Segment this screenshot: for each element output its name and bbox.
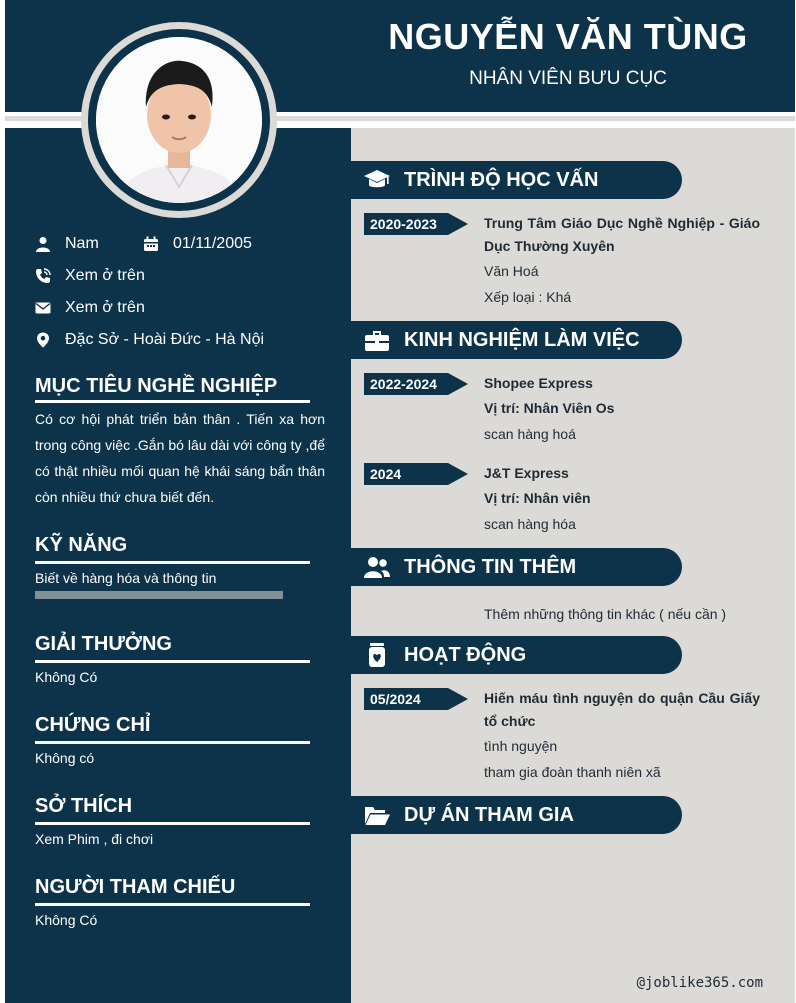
projects-title: DỰ ÁN THAM GIA <box>404 804 574 826</box>
heart-jar-icon <box>363 642 391 668</box>
education-header <box>351 161 682 199</box>
map-pin-icon <box>35 332 51 348</box>
experience-title: KINH NGHIỆM LÀM VIỆC <box>404 329 640 351</box>
references-title: NGƯỜI THAM CHIẾU <box>35 876 236 898</box>
graduation-cap-icon <box>363 167 391 193</box>
education-major: Văn Hoá <box>484 263 539 279</box>
gender-row <box>35 234 99 254</box>
activities-title: HOẠT ĐỘNG <box>404 644 527 666</box>
extra-info-entry <box>484 601 774 627</box>
references-text: Không Có <box>35 912 98 928</box>
awards-divider <box>35 660 310 663</box>
skills-title: KỸ NĂNG <box>35 534 128 556</box>
education-date-tag <box>364 213 468 235</box>
activity-entry <box>484 687 760 785</box>
education-grade: Xếp loại : Khá <box>484 289 572 305</box>
experience-entry-2 <box>484 462 760 537</box>
skill-level-bar <box>35 591 283 599</box>
experience-date-tag-2 <box>364 463 468 485</box>
job-title: NHÂN VIÊN BƯU CỤC <box>469 68 667 89</box>
avatar-frame <box>81 22 277 218</box>
references-divider <box>35 903 310 906</box>
experience-date-1: 2022-2024 <box>370 376 437 392</box>
birthday-value: 01/11/2005 <box>173 235 252 252</box>
watermark: @joblike365.com <box>636 975 763 991</box>
email-row <box>35 298 145 318</box>
activity-name: Hiến máu tình nguyện do quận Cầu Giấy tổ chức <box>484 690 760 729</box>
certs-text: Không có <box>35 750 95 766</box>
awards-text: Không Có <box>35 669 98 685</box>
activity-line-2: tham gia đoàn thanh niên xã <box>484 764 661 780</box>
experience-date-tag-1 <box>364 373 468 395</box>
objective-text: Có cơ hội phát triển bản thân . Tiến xa hơn trong công việc .Gắn bó lâu dài với công ty ,để có thật nhiều mối quan hệ khái sáng bẩn thân còn nhiều thứ chưa biết đến. <box>35 411 325 505</box>
extra-info-header <box>351 548 682 586</box>
experience-company-2: J&T Express <box>484 465 569 481</box>
candidate-name: NGUYỄN VĂN TÙNG <box>388 16 748 57</box>
certs-title: CHỨNG CHỈ <box>35 714 151 736</box>
extra-info-title: THÔNG TIN THÊM <box>404 556 577 578</box>
education-title: TRÌNH ĐỘ HỌC VẤN <box>404 169 599 191</box>
hobbies-title: SỞ THÍCH <box>35 795 133 817</box>
experience-header <box>351 321 682 359</box>
projects-header <box>351 796 682 834</box>
gender-value: Nam <box>65 235 99 252</box>
education-date: 2020-2023 <box>370 216 437 232</box>
phone-row <box>35 266 145 286</box>
email-value: Xem ở trên <box>65 299 145 316</box>
activities-header <box>351 636 682 674</box>
experience-position-1: Vị trí: Nhân Viên Os <box>484 400 615 416</box>
phone-value: Xem ở trên <box>65 267 145 284</box>
objective-title: MỤC TIÊU NGHỀ NGHIỆP <box>35 375 278 397</box>
calendar-icon <box>143 236 159 252</box>
activity-date: 05/2024 <box>370 691 421 707</box>
experience-desc-2: scan hàng hóa <box>484 516 576 532</box>
education-school: Trung Tâm Giáo Dục Nghề Nghiệp - Giáo Dục Thường Xuyên <box>484 215 760 254</box>
experience-date-2: 2024 <box>370 466 402 482</box>
activity-line-1: tình nguyện <box>484 738 558 754</box>
certs-divider <box>35 741 310 744</box>
envelope-icon <box>35 300 51 316</box>
experience-company-1: Shopee Express <box>484 375 593 391</box>
user-icon <box>35 236 51 252</box>
skills-divider <box>35 561 310 564</box>
extra-info-text: Thêm những thông tin khác ( nếu cần ) <box>484 606 727 622</box>
users-icon <box>363 554 391 580</box>
folder-open-icon <box>363 802 391 828</box>
experience-entry-1 <box>484 372 760 447</box>
experience-position-2: Vị trí: Nhân viên <box>484 490 591 506</box>
address-value: Đặc Sở - Hoài Đức - Hà Nội <box>65 331 265 348</box>
hobbies-divider <box>35 822 310 825</box>
briefcase-icon <box>363 327 391 353</box>
left-column <box>5 128 351 1003</box>
education-entry <box>484 212 760 310</box>
avatar-photo <box>96 37 262 203</box>
activity-date-tag <box>364 688 468 710</box>
birthday-row <box>143 234 252 254</box>
awards-title: GIẢI THƯỞNG <box>35 633 172 655</box>
hobbies-text: Xem Phim , đi chơi <box>35 831 154 847</box>
avatar <box>96 37 262 203</box>
address-row <box>35 330 264 350</box>
experience-desc-1: scan hàng hoá <box>484 426 576 442</box>
phone-icon <box>35 268 51 284</box>
objective-divider <box>35 400 310 403</box>
skill-name: Biết về hàng hóa và thông tin <box>35 570 217 586</box>
